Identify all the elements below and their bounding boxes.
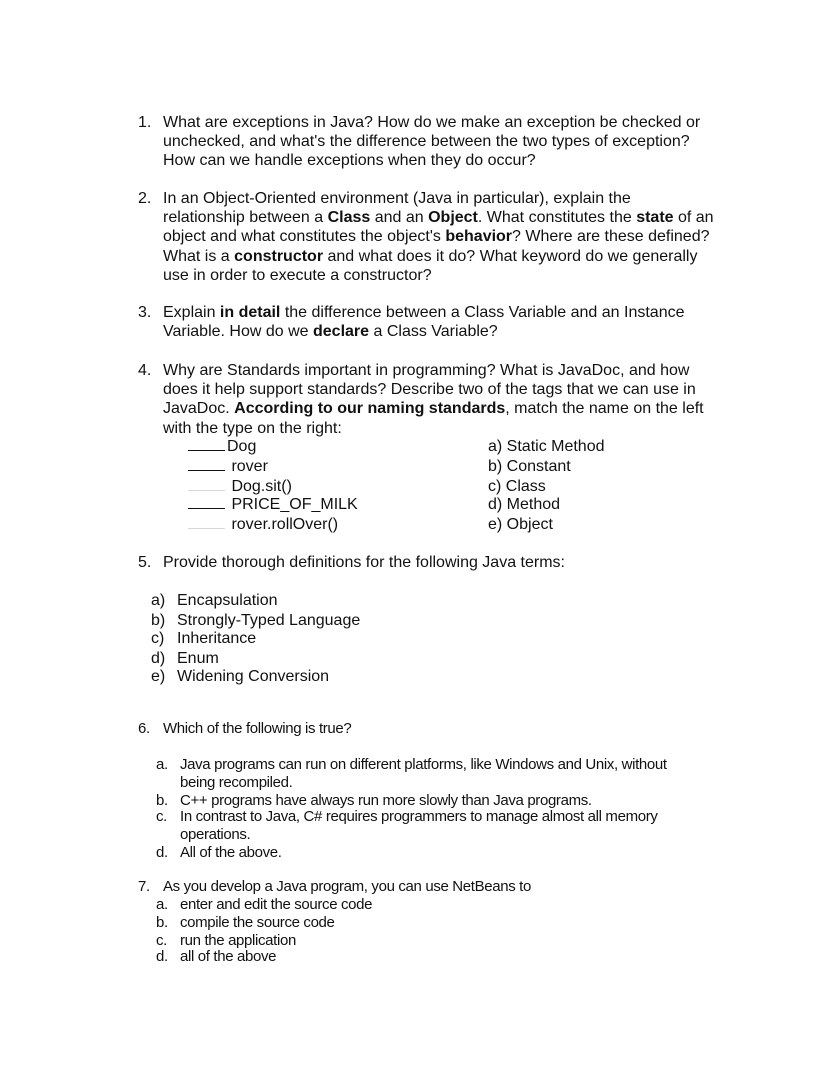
question-4-line-3: JavaDoc. According to our naming standards, match the name on the left bbox=[163, 400, 704, 418]
question-2-line-3: object and what constitutes the object's behavior? Where are these defined? bbox=[163, 228, 710, 246]
question-3 bbox=[138, 303, 748, 341]
answer-blank[interactable] bbox=[188, 516, 225, 529]
question-1-line-1: What are exceptions in Java? How do we make an exception be checked or bbox=[163, 114, 701, 131]
question-2-line-2: relationship between a Class and an Object. What constitutes the state of an bbox=[163, 209, 714, 227]
match-right-item: b) Constant bbox=[488, 458, 571, 475]
list-item: a. Java programs can run on different platforms, like Windows and Unix, without bbox=[156, 756, 667, 773]
list-item: d. All of the above. bbox=[156, 844, 282, 861]
question-number: 5. bbox=[138, 554, 152, 571]
term-naming-standards: According to our naming standards bbox=[234, 400, 506, 418]
question-2 bbox=[138, 189, 748, 285]
answer-blank[interactable] bbox=[188, 438, 225, 451]
list-item: a) Encapsulation bbox=[151, 592, 278, 609]
question-2-line-4: What is a constructor and what does it do? What keyword do we generally bbox=[163, 247, 698, 265]
question-number: 2. bbox=[138, 190, 152, 207]
match-left-item: rover bbox=[188, 457, 268, 476]
question-5 bbox=[138, 553, 748, 572]
question-2-line-5: use in order to execute a constructor? bbox=[163, 266, 432, 284]
list-item: d. all of the above bbox=[156, 948, 277, 965]
list-item-continuation: being recompiled. bbox=[180, 774, 293, 791]
list-item: c. run the application bbox=[156, 932, 296, 949]
list-item: b. C++ programs have always run more slowly than Java programs. bbox=[156, 792, 592, 809]
question-4-line-1: Why are Standards important in programming? What is JavaDoc, and how bbox=[163, 362, 690, 379]
answer-blank[interactable] bbox=[188, 496, 225, 509]
list-item: c) Inheritance bbox=[151, 630, 257, 647]
question-7-text: As you develop a Java program, you can use NetBeans to bbox=[163, 878, 531, 895]
match-left-item: Dog bbox=[188, 437, 256, 456]
question-number: 3. bbox=[138, 304, 152, 321]
match-left-item: rover.rollOver() bbox=[188, 515, 338, 534]
term-declare: declare bbox=[313, 323, 370, 341]
list-item: a. enter and edit the source code bbox=[156, 896, 373, 913]
term-state: state bbox=[636, 209, 674, 227]
answer-blank[interactable] bbox=[188, 458, 225, 471]
question-2-line-1: In an Object-Oriented environment (Java in particular), explain the bbox=[163, 190, 631, 207]
list-item: b. compile the source code bbox=[156, 914, 335, 931]
match-left-item: PRICE_OF_MILK bbox=[188, 495, 358, 514]
question-number: 7. bbox=[138, 878, 150, 895]
match-right-item: d) Method bbox=[488, 496, 561, 513]
list-item: c. In contrast to Java, C# requires programmers to manage almost all memory bbox=[156, 808, 658, 825]
question-number: 1. bbox=[138, 114, 152, 131]
match-left-item: Dog.sit() bbox=[188, 477, 292, 496]
question-1 bbox=[138, 113, 748, 171]
question-number: 4. bbox=[138, 362, 152, 379]
question-7 bbox=[138, 878, 531, 896]
list-item: b) Strongly-Typed Language bbox=[151, 612, 361, 629]
question-6-text: Which of the following is true? bbox=[163, 720, 352, 737]
list-item: d) Enum bbox=[151, 650, 219, 667]
term-constructor: constructor bbox=[234, 247, 324, 265]
match-right-item: a) Static Method bbox=[488, 438, 605, 455]
list-item: e) Widening Conversion bbox=[151, 668, 330, 685]
question-4-line-4: with the type on the right: bbox=[163, 419, 342, 437]
question-4 bbox=[138, 361, 748, 438]
list-item-continuation: operations. bbox=[180, 826, 251, 843]
question-3-line-2: Variable. How do we declare a Class Variable? bbox=[163, 323, 498, 341]
match-right-item: e) Object bbox=[488, 516, 553, 533]
term-behavior: behavior bbox=[445, 228, 513, 246]
match-right-item: c) Class bbox=[488, 478, 546, 495]
question-1-line-3: How can we handle exceptions when they do occur? bbox=[163, 152, 536, 170]
answer-blank[interactable] bbox=[188, 478, 225, 491]
question-5-text: Provide thorough definitions for the following Java terms: bbox=[163, 554, 565, 571]
question-1-line-2: unchecked, and what's the difference between the two types of exception? bbox=[163, 133, 690, 151]
question-4-line-2: does it help support standards? Describe two of the tags that we can use in bbox=[163, 381, 696, 399]
question-3-line-1: Explain in detail the difference between a Class Variable and an Instance bbox=[163, 304, 685, 321]
term-class: Class bbox=[327, 209, 371, 227]
question-6 bbox=[138, 720, 351, 738]
term-in-detail: in detail bbox=[219, 304, 281, 321]
question-number: 6. bbox=[138, 720, 150, 737]
term-object: Object bbox=[428, 209, 478, 227]
